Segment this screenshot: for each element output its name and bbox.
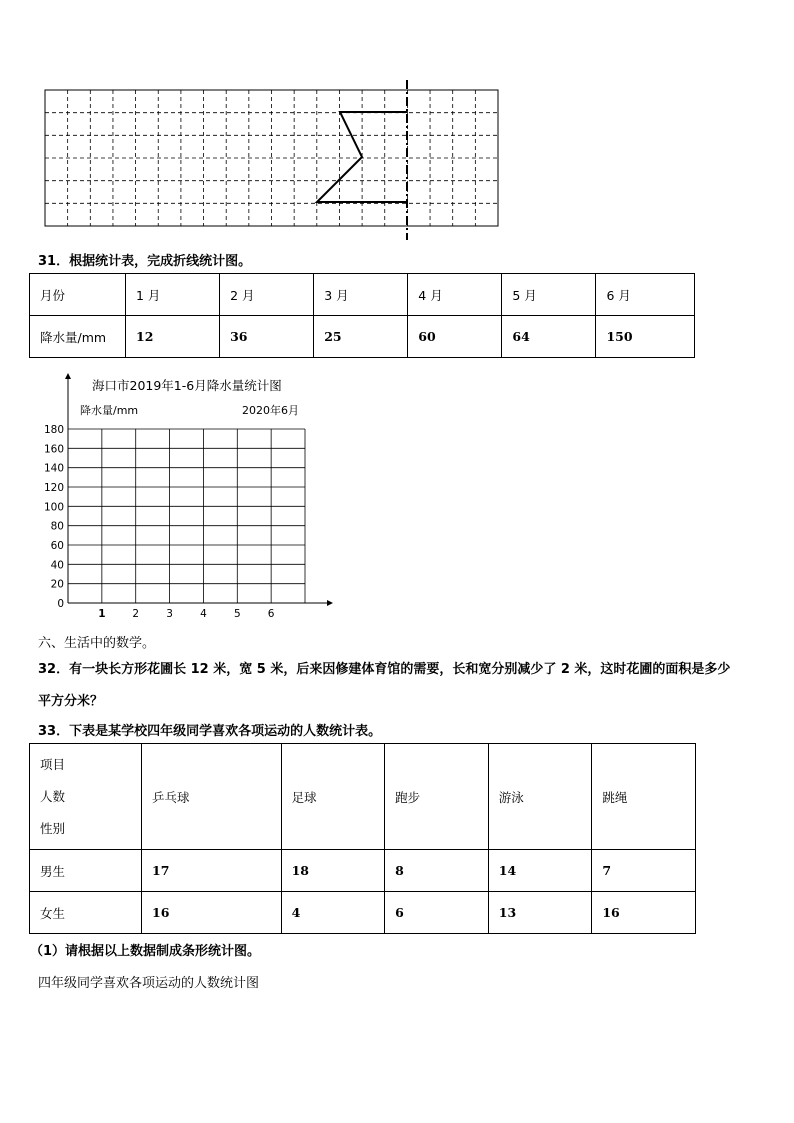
- rainfall-value: 36: [220, 316, 314, 358]
- count-cell: 6: [385, 892, 489, 934]
- y-tick-label: 100: [43, 501, 64, 514]
- sport-header: 游泳: [488, 744, 592, 850]
- q33-sub1: （1）请根据以上数据制成条形统计图。: [30, 944, 261, 959]
- y-tick-label: 40: [50, 559, 64, 572]
- count-cell: 16: [142, 892, 282, 934]
- count-cell: 18: [281, 850, 385, 892]
- count-cell: 14: [488, 850, 592, 892]
- count-cell: 17: [142, 850, 282, 892]
- rainfall-value: 64: [502, 316, 596, 358]
- q32-line1: 32．有一块长方形花圃长 12 米，宽 5 米，后来因修建体育馆的需要，长和宽分别减少了 2 米，这时花圃的面积是多少: [38, 662, 731, 677]
- q31-rainfall-table: [29, 273, 695, 358]
- y-tick-label: 80: [50, 520, 64, 533]
- x-tick-label: 6: [267, 608, 275, 620]
- rainfall-value: 150: [596, 316, 695, 358]
- count-cell: 4: [281, 892, 385, 934]
- rainfall-line-chart: [30, 368, 340, 620]
- month-cell: 5 月: [502, 274, 596, 316]
- x-tick-label: 3: [166, 608, 173, 620]
- table-corner-header: [30, 744, 142, 850]
- y-tick-label: 20: [50, 578, 64, 591]
- q33-sports-table: [29, 743, 696, 934]
- corner-label-item: 项目: [40, 756, 66, 772]
- y-tick-labels: [44, 424, 64, 610]
- row-label-girls: 女生: [30, 892, 142, 934]
- y-tick-label: 140: [43, 462, 64, 475]
- chart-title: 海口市2019年1-6月降水量统计图: [92, 378, 282, 393]
- y-tick-label: 120: [43, 482, 64, 494]
- count-cell: 7: [592, 850, 696, 892]
- table-header: 月份: [30, 274, 126, 316]
- sport-header: 跑步: [385, 744, 489, 850]
- q31-title: 31．根据统计表，完成折线统计图。: [38, 254, 252, 269]
- y-tick-label: 180: [43, 424, 64, 436]
- q32-line2: 平方分米？: [38, 694, 104, 709]
- sport-header: 足球: [281, 744, 385, 850]
- x-tick-label: 5: [233, 608, 241, 620]
- grid-dashed-lines: [45, 90, 498, 226]
- rainfall-value: 60: [408, 316, 502, 358]
- section-six-title: 六、生活中的数学。: [38, 636, 156, 651]
- count-cell: 8: [385, 850, 489, 892]
- rainfall-value: 25: [314, 316, 408, 358]
- corner-label-count: 人数: [40, 788, 66, 804]
- corner-label-gender: 性别: [40, 820, 66, 836]
- q33-chart-caption: 四年级同学喜欢各项运动的人数统计图: [38, 976, 260, 991]
- table-header: 降水量/mm: [30, 316, 126, 358]
- chart-date: 2020年6月: [242, 404, 299, 417]
- month-cell: 1 月: [126, 274, 220, 316]
- rainfall-value: 12: [126, 316, 220, 358]
- x-tick-label: 1: [98, 608, 106, 620]
- month-cell: 4 月: [408, 274, 502, 316]
- sport-header: 跳绳: [592, 744, 696, 850]
- x-tick-label: 4: [200, 608, 207, 620]
- symmetry-grid-figure: [40, 78, 510, 243]
- month-cell: 3 月: [314, 274, 408, 316]
- y-tick-label: 60: [50, 540, 64, 552]
- x-tick-labels: [98, 608, 275, 620]
- y-tick-label: 160: [43, 443, 64, 456]
- y-unit-label: 降水量/mm: [80, 404, 139, 417]
- y-tick-label: 0: [57, 598, 64, 610]
- month-cell: 2 月: [220, 274, 314, 316]
- q33-title: 33．下表是某学校四年级同学喜欢各项运动的人数统计表。: [38, 724, 382, 739]
- row-label-boys: 男生: [30, 850, 142, 892]
- count-cell: 16: [592, 892, 696, 934]
- count-cell: 13: [488, 892, 592, 934]
- sport-header: 乒乓球: [142, 744, 282, 850]
- month-cell: 6 月: [596, 274, 695, 316]
- chart-grid: [68, 429, 305, 603]
- x-tick-label: 2: [132, 608, 140, 620]
